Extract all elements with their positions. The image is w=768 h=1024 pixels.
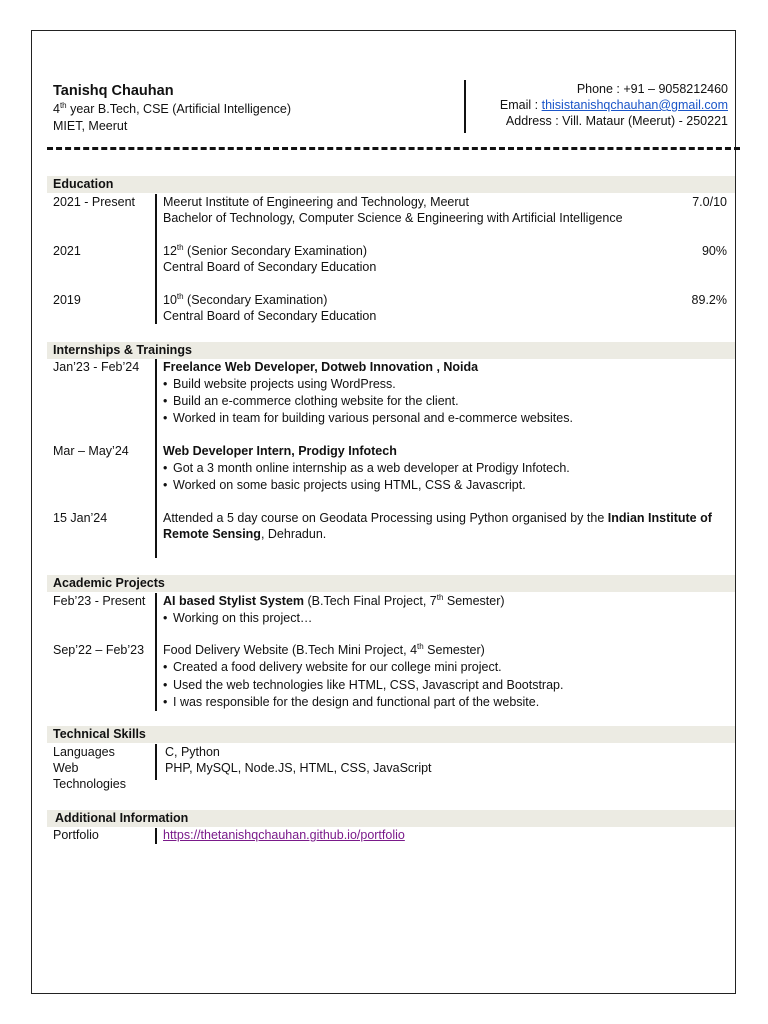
- additional-divider: [155, 828, 157, 844]
- intern-period: Mar – May’24: [53, 444, 129, 458]
- project-title: AI based Stylist System (B.Tech Final Project, 7th Semester): [163, 592, 505, 608]
- section-internships: [47, 342, 735, 359]
- education-divider: [155, 194, 157, 324]
- bullet-item: • Used the web technologies like HTML, CSS, Javascript and Bootstrap.: [163, 677, 563, 693]
- email-link[interactable]: thisistanishqchauhan@gmail.com: [541, 98, 728, 112]
- edu-period: 2021 - Present: [53, 195, 135, 209]
- portfolio-line: [163, 827, 405, 843]
- section-additional: [47, 810, 735, 827]
- skill-value: PHP, MySQL, Node.JS, HTML, CSS, JavaScript: [165, 761, 432, 775]
- section-title: Internships & Trainings: [53, 343, 192, 357]
- skill-value: C, Python: [165, 745, 220, 759]
- project-title: Food Delivery Website (B.Tech Mini Project, 4th Semester): [163, 641, 485, 657]
- edu-period: 2021: [53, 244, 81, 258]
- section-projects: [47, 575, 735, 592]
- training-period: 15 Jan’24: [53, 511, 108, 525]
- skill-label-cont: Technologies: [53, 777, 126, 791]
- section-skills: [47, 726, 735, 743]
- candidate-name: Tanishq Chauhan: [53, 83, 174, 99]
- intern-title: Web Developer Intern, Prodigy Infotech: [163, 444, 397, 458]
- bullet-item: • Created a food delivery website for our college mini project.: [163, 659, 502, 675]
- project-period: Feb’23 - Present: [53, 594, 146, 608]
- section-title: Education: [53, 177, 114, 191]
- skill-label: Web: [53, 761, 79, 775]
- training-text-cont: Remote Sensing, Dehradun.: [163, 527, 327, 541]
- section-education: [47, 176, 735, 193]
- skills-divider: [155, 744, 157, 780]
- edu-score: 7.0/10: [692, 195, 727, 209]
- header-separator: [47, 147, 740, 150]
- section-title: Technical Skills: [53, 727, 146, 741]
- training-text: Attended a 5 day course on Geodata Processing using Python organised by the Indian Institute of: [163, 511, 712, 525]
- intern-period: Jan’23 - Feb’24: [53, 360, 140, 374]
- bullet-item: • Got a 3 month online internship as a web developer at Prodigy Infotech.: [163, 460, 570, 476]
- section-title: Academic Projects: [53, 576, 165, 590]
- address-line: Address : Vill. Mataur (Meerut) - 250221: [505, 114, 728, 128]
- bullet-item: • Build an e-commerce clothing website for the client.: [163, 393, 459, 409]
- edu-degree: Bachelor of Technology, Computer Science & Engineering with Artificial Intelligence: [163, 211, 623, 225]
- college-line: MIET, Meerut: [53, 119, 128, 133]
- intern-title: Freelance Web Developer, Dotweb Innovation , Noida: [163, 360, 479, 374]
- email-line: Email : thisistanishqchauhan@gmail.com: [499, 98, 728, 112]
- edu-institution: Meerut Institute of Engineering and Technology, Meerut: [163, 195, 469, 209]
- bullet-item: • I was responsible for the design and functional part of the website.: [163, 694, 539, 710]
- internships-divider: [155, 359, 157, 558]
- header-divider: [464, 80, 466, 133]
- project-period: Sep’22 – Feb’23: [53, 643, 145, 657]
- bullet-item: • Working on this project…: [163, 610, 312, 626]
- edu-score: 89.2%: [691, 293, 727, 307]
- section-title: Additional Information: [55, 811, 189, 825]
- edu-board: Central Board of Secondary Education: [163, 309, 377, 323]
- bullet-item: • Worked on some basic projects using HTML, CSS & Javascript.: [163, 477, 526, 493]
- projects-divider: [155, 593, 157, 711]
- bullet-item: • Build website projects using WordPress.: [163, 376, 396, 392]
- bullet-item: • Worked in team for building various personal and e-commerce websites.: [163, 410, 573, 426]
- skill-label: Languages: [53, 745, 115, 759]
- edu-score: 90%: [701, 244, 727, 258]
- phone-line: Phone : +91 – 9058212460: [576, 82, 728, 96]
- portfolio-label: Portfolio: [53, 828, 99, 842]
- edu-exam: 10th (Secondary Examination): [163, 291, 328, 307]
- program-line: 4th year B.Tech, CSE (Artificial Intelligence): [53, 100, 292, 116]
- portfolio-link[interactable]: https://thetanishqchauhan.github.io/portfolio: [163, 828, 405, 842]
- edu-exam: 12th (Senior Secondary Examination): [163, 242, 368, 258]
- edu-period: 2019: [53, 293, 81, 307]
- edu-board: Central Board of Secondary Education: [163, 260, 377, 274]
